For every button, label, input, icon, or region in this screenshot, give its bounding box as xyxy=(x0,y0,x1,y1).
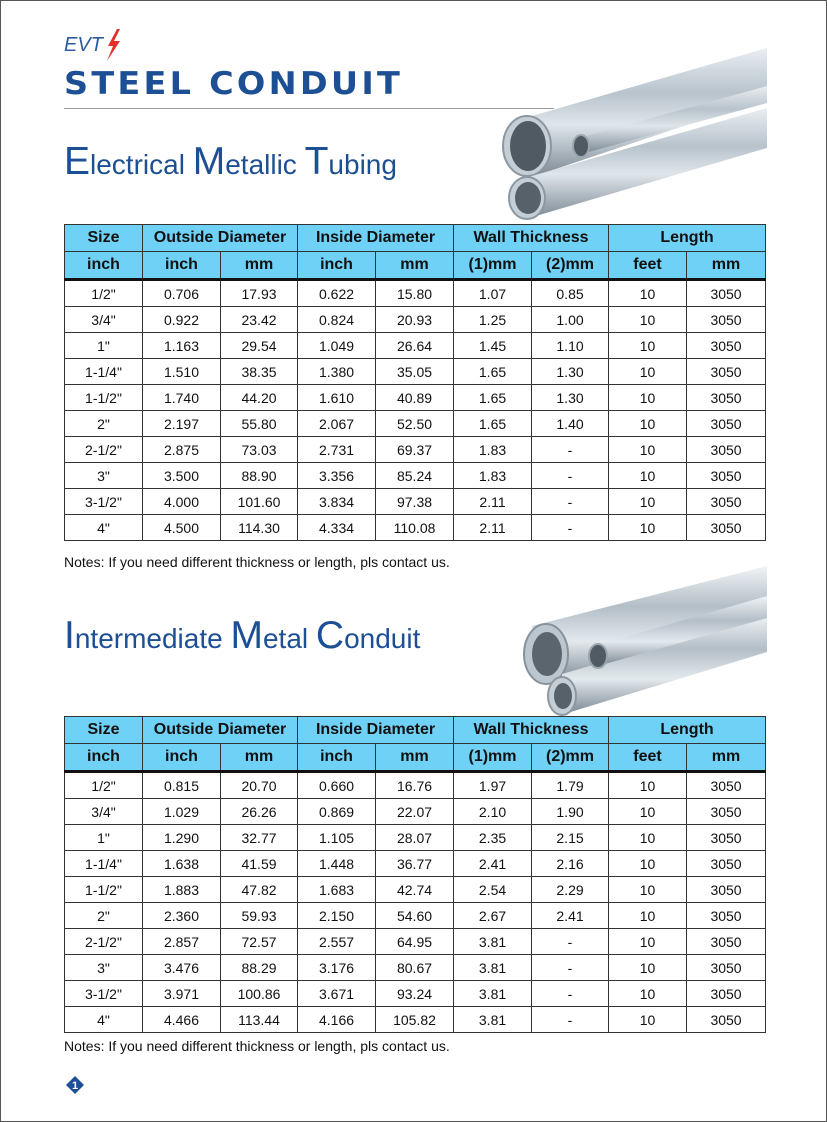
table-cell: 101.60 xyxy=(221,489,298,515)
table-cell: 2.857 xyxy=(143,929,221,955)
table-cell: 16.76 xyxy=(376,772,454,799)
header-size: Size xyxy=(65,225,143,252)
table-cell: 93.24 xyxy=(376,981,454,1007)
table-cell: 1.448 xyxy=(298,851,376,877)
table-cell: 10 xyxy=(609,437,687,463)
table-cell: 3/4" xyxy=(65,799,143,825)
table-row xyxy=(65,903,766,929)
page-number: 1 xyxy=(71,1080,79,1092)
table-row xyxy=(65,280,766,307)
table-cell: 22.07 xyxy=(376,799,454,825)
table-cell: 3050 xyxy=(687,981,766,1007)
table-cell: 0.706 xyxy=(143,280,221,307)
table-cell: 1.40 xyxy=(532,411,609,437)
brand-logo xyxy=(64,28,122,62)
table-cell: 10 xyxy=(609,411,687,437)
table-row xyxy=(65,515,766,541)
table-cell: 1/2" xyxy=(65,280,143,307)
subheader-cell: inch xyxy=(298,744,376,772)
header-outside-diameter: Outside Diameter xyxy=(143,225,298,252)
subheader-cell: (1)mm xyxy=(454,252,532,280)
table-cell: 2.11 xyxy=(454,515,532,541)
table-cell: 64.95 xyxy=(376,929,454,955)
table-cell: 15.80 xyxy=(376,280,454,307)
table-cell: 100.86 xyxy=(221,981,298,1007)
table-cell: 29.54 xyxy=(221,333,298,359)
imc-spec-table xyxy=(64,716,766,1033)
title-divider xyxy=(64,108,554,109)
table-cell: 3.81 xyxy=(454,929,532,955)
table-cell: 2.557 xyxy=(298,929,376,955)
table-cell: 0.660 xyxy=(298,772,376,799)
table-cell: 2-1/2" xyxy=(65,929,143,955)
table-cell: 3050 xyxy=(687,280,766,307)
table-cell: 3050 xyxy=(687,955,766,981)
table-cell: 38.35 xyxy=(221,359,298,385)
table-cell: 1.30 xyxy=(532,359,609,385)
table-cell: 10 xyxy=(609,903,687,929)
table-cell: 1.610 xyxy=(298,385,376,411)
table-cell: 85.24 xyxy=(376,463,454,489)
table-cell: 10 xyxy=(609,489,687,515)
table-cell: 44.20 xyxy=(221,385,298,411)
table-cell: 1.883 xyxy=(143,877,221,903)
table-cell: 3.356 xyxy=(298,463,376,489)
table-cell: 1.83 xyxy=(454,437,532,463)
table-cell: 3050 xyxy=(687,903,766,929)
table-cell: 10 xyxy=(609,825,687,851)
table-cell: 3.671 xyxy=(298,981,376,1007)
table-row xyxy=(65,877,766,903)
table-cell: 1.83 xyxy=(454,463,532,489)
table-cell: 54.60 xyxy=(376,903,454,929)
table-cell: 1.510 xyxy=(143,359,221,385)
subheader-cell: inch xyxy=(65,744,143,772)
header-wall-thickness: Wall Thickness xyxy=(454,717,609,744)
table-cell: 2.197 xyxy=(143,411,221,437)
table-cell: 2.10 xyxy=(454,799,532,825)
table-cell: 3.81 xyxy=(454,981,532,1007)
table-row xyxy=(65,385,766,411)
table-cell: 3050 xyxy=(687,1007,766,1033)
table-cell: 88.90 xyxy=(221,463,298,489)
subheader-cell: inch xyxy=(143,744,221,772)
table-cell: 3050 xyxy=(687,489,766,515)
section-title-emt: Electrical Metallic Tubing xyxy=(64,140,397,183)
table-row xyxy=(65,359,766,385)
table-cell: 10 xyxy=(609,955,687,981)
page-number-badge xyxy=(66,1076,84,1094)
table-cell: 10 xyxy=(609,1007,687,1033)
table-cell: 0.824 xyxy=(298,307,376,333)
table-cell: 0.869 xyxy=(298,799,376,825)
table-cell: 10 xyxy=(609,981,687,1007)
table-cell: 105.82 xyxy=(376,1007,454,1033)
table-cell: 3.176 xyxy=(298,955,376,981)
table-cell: 3050 xyxy=(687,799,766,825)
table-cell: 10 xyxy=(609,515,687,541)
table-row xyxy=(65,333,766,359)
table-cell: 1.00 xyxy=(532,307,609,333)
table-cell: 0.622 xyxy=(298,280,376,307)
table-cell: 3050 xyxy=(687,333,766,359)
table-cell: 4" xyxy=(65,1007,143,1033)
table-cell: 2.875 xyxy=(143,437,221,463)
table-cell: 3050 xyxy=(687,463,766,489)
table-cell: 1.97 xyxy=(454,772,532,799)
table-cell: 3050 xyxy=(687,877,766,903)
table-row xyxy=(65,307,766,333)
header-length: Length xyxy=(609,225,766,252)
table-cell: 1.45 xyxy=(454,333,532,359)
table-row xyxy=(65,463,766,489)
table-cell: 52.50 xyxy=(376,411,454,437)
table-cell: 10 xyxy=(609,929,687,955)
table-row xyxy=(65,772,766,799)
table-cell: 3-1/2" xyxy=(65,981,143,1007)
table-cell: 1.79 xyxy=(532,772,609,799)
table-cell: 28.07 xyxy=(376,825,454,851)
table-cell: 4.000 xyxy=(143,489,221,515)
table-cell: 3050 xyxy=(687,851,766,877)
table-cell: 2-1/2" xyxy=(65,437,143,463)
table-row xyxy=(65,825,766,851)
table-cell: 1.07 xyxy=(454,280,532,307)
emt-notes: Notes: If you need different thickness or length, pls contact us. xyxy=(64,554,450,570)
subheader-cell: (2)mm xyxy=(532,744,609,772)
table-cell: 10 xyxy=(609,463,687,489)
table-cell: 40.89 xyxy=(376,385,454,411)
subheader-cell: (2)mm xyxy=(532,252,609,280)
subheader-cell: mm xyxy=(221,252,298,280)
table-cell: 4" xyxy=(65,515,143,541)
table-cell: 0.815 xyxy=(143,772,221,799)
table-cell: 3-1/2" xyxy=(65,489,143,515)
imc-pipe-image xyxy=(512,566,767,722)
table-cell: 114.30 xyxy=(221,515,298,541)
subheader-cell: inch xyxy=(298,252,376,280)
table-cell: 2.41 xyxy=(532,903,609,929)
table-cell: 2.360 xyxy=(143,903,221,929)
table-cell: 47.82 xyxy=(221,877,298,903)
table-cell: 3.500 xyxy=(143,463,221,489)
table-cell: 3/4" xyxy=(65,307,143,333)
subheader-cell: feet xyxy=(609,252,687,280)
header-size: Size xyxy=(65,717,143,744)
table-row xyxy=(65,955,766,981)
table-cell: 0.85 xyxy=(532,280,609,307)
table-cell: 1.30 xyxy=(532,385,609,411)
table-cell: 3.81 xyxy=(454,1007,532,1033)
table-cell: 1" xyxy=(65,825,143,851)
table-cell: 1-1/4" xyxy=(65,359,143,385)
table-cell: - xyxy=(532,489,609,515)
table-cell: 20.70 xyxy=(221,772,298,799)
table-cell: 1.683 xyxy=(298,877,376,903)
table-cell: 1.105 xyxy=(298,825,376,851)
subheader-cell: inch xyxy=(143,252,221,280)
table-cell: 2.731 xyxy=(298,437,376,463)
table-cell: 17.93 xyxy=(221,280,298,307)
table-cell: 2.067 xyxy=(298,411,376,437)
table-cell: 113.44 xyxy=(221,1007,298,1033)
table-row xyxy=(65,799,766,825)
subheader-cell: mm xyxy=(687,252,766,280)
header-length: Length xyxy=(609,717,766,744)
table-cell: 72.57 xyxy=(221,929,298,955)
table-cell: 4.334 xyxy=(298,515,376,541)
emt-spec-table xyxy=(64,224,766,541)
subheader-cell: feet xyxy=(609,744,687,772)
table-cell: 59.93 xyxy=(221,903,298,929)
section-title-imc: Intermediate Metal Conduit xyxy=(64,614,421,657)
table-cell: 3050 xyxy=(687,772,766,799)
table-cell: 36.77 xyxy=(376,851,454,877)
table-cell: 26.64 xyxy=(376,333,454,359)
table-cell: 3.971 xyxy=(143,981,221,1007)
table-cell: 3050 xyxy=(687,825,766,851)
header-inside-diameter: Inside Diameter xyxy=(298,225,454,252)
table-cell: 10 xyxy=(609,280,687,307)
table-cell: 2.41 xyxy=(454,851,532,877)
table-cell: 110.08 xyxy=(376,515,454,541)
table-cell: - xyxy=(532,515,609,541)
table-cell: 2.29 xyxy=(532,877,609,903)
table-cell: 1.049 xyxy=(298,333,376,359)
table-cell: 97.38 xyxy=(376,489,454,515)
table-cell: 1.380 xyxy=(298,359,376,385)
table-cell: 1.163 xyxy=(143,333,221,359)
table-cell: - xyxy=(532,929,609,955)
lightning-icon xyxy=(104,28,122,62)
table-cell: 42.74 xyxy=(376,877,454,903)
table-cell: - xyxy=(532,981,609,1007)
subheader-cell: mm xyxy=(221,744,298,772)
table-cell: 20.93 xyxy=(376,307,454,333)
table-row xyxy=(65,851,766,877)
table-cell: 2.54 xyxy=(454,877,532,903)
table-cell: 2.15 xyxy=(532,825,609,851)
table-cell: 3.476 xyxy=(143,955,221,981)
table-cell: 32.77 xyxy=(221,825,298,851)
table-cell: 1.290 xyxy=(143,825,221,851)
table-cell: 1.029 xyxy=(143,799,221,825)
table-cell: 3050 xyxy=(687,411,766,437)
table-cell: - xyxy=(532,955,609,981)
table-cell: 1-1/2" xyxy=(65,877,143,903)
table-cell: 1.90 xyxy=(532,799,609,825)
table-cell: 73.03 xyxy=(221,437,298,463)
table-cell: 1.65 xyxy=(454,359,532,385)
table-cell: 10 xyxy=(609,851,687,877)
subheader-cell: mm xyxy=(376,744,454,772)
table-cell: 69.37 xyxy=(376,437,454,463)
table-cell: 10 xyxy=(609,359,687,385)
table-cell: 3050 xyxy=(687,307,766,333)
table-cell: 10 xyxy=(609,307,687,333)
subheader-cell: mm xyxy=(376,252,454,280)
table-cell: 26.26 xyxy=(221,799,298,825)
table-row xyxy=(65,981,766,1007)
table-row xyxy=(65,929,766,955)
table-cell: - xyxy=(532,437,609,463)
table-cell: 1.638 xyxy=(143,851,221,877)
table-cell: 2.16 xyxy=(532,851,609,877)
imc-notes: Notes: If you need different thickness or length, pls contact us. xyxy=(64,1038,450,1054)
table-cell: 3" xyxy=(65,955,143,981)
header-outside-diameter: Outside Diameter xyxy=(143,717,298,744)
table-cell: 3.834 xyxy=(298,489,376,515)
table-cell: 2.35 xyxy=(454,825,532,851)
table-cell: 88.29 xyxy=(221,955,298,981)
table-cell: 2.67 xyxy=(454,903,532,929)
header-wall-thickness: Wall Thickness xyxy=(454,225,609,252)
table-cell: 1-1/4" xyxy=(65,851,143,877)
table-cell: - xyxy=(532,463,609,489)
header-inside-diameter: Inside Diameter xyxy=(298,717,454,744)
table-cell: 1.65 xyxy=(454,411,532,437)
table-cell: 4.466 xyxy=(143,1007,221,1033)
table-row xyxy=(65,1007,766,1033)
table-cell: 1" xyxy=(65,333,143,359)
table-cell: 2.150 xyxy=(298,903,376,929)
table-row xyxy=(65,411,766,437)
table-cell: 41.59 xyxy=(221,851,298,877)
table-cell: 3.81 xyxy=(454,955,532,981)
table-cell: 3" xyxy=(65,463,143,489)
table-cell: 2" xyxy=(65,411,143,437)
emt-pipe-image xyxy=(495,48,767,220)
table-cell: 10 xyxy=(609,799,687,825)
table-cell: 1/2" xyxy=(65,772,143,799)
table-cell: 10 xyxy=(609,385,687,411)
subheader-cell: mm xyxy=(687,744,766,772)
table-cell: 1.10 xyxy=(532,333,609,359)
table-cell: 1-1/2" xyxy=(65,385,143,411)
logo-text: EVT xyxy=(64,33,103,56)
table-cell: 3050 xyxy=(687,385,766,411)
table-cell: 3050 xyxy=(687,515,766,541)
table-cell: 55.80 xyxy=(221,411,298,437)
table-cell: 1.25 xyxy=(454,307,532,333)
table-cell: 1.65 xyxy=(454,385,532,411)
subheader-cell: (1)mm xyxy=(454,744,532,772)
table-row xyxy=(65,489,766,515)
table-cell: 23.42 xyxy=(221,307,298,333)
table-cell: 3050 xyxy=(687,929,766,955)
table-cell: 3050 xyxy=(687,437,766,463)
subheader-cell: inch xyxy=(65,252,143,280)
table-cell: 4.500 xyxy=(143,515,221,541)
page-title: STEEL CONDUIT xyxy=(64,66,404,102)
table-row xyxy=(65,437,766,463)
table-cell: 10 xyxy=(609,772,687,799)
table-cell: 2" xyxy=(65,903,143,929)
table-cell: 3050 xyxy=(687,359,766,385)
table-cell: 2.11 xyxy=(454,489,532,515)
table-cell: 4.166 xyxy=(298,1007,376,1033)
table-cell: 80.67 xyxy=(376,955,454,981)
table-cell: 10 xyxy=(609,333,687,359)
table-cell: 0.922 xyxy=(143,307,221,333)
table-cell: 1.740 xyxy=(143,385,221,411)
table-cell: - xyxy=(532,1007,609,1033)
table-cell: 35.05 xyxy=(376,359,454,385)
table-cell: 10 xyxy=(609,877,687,903)
